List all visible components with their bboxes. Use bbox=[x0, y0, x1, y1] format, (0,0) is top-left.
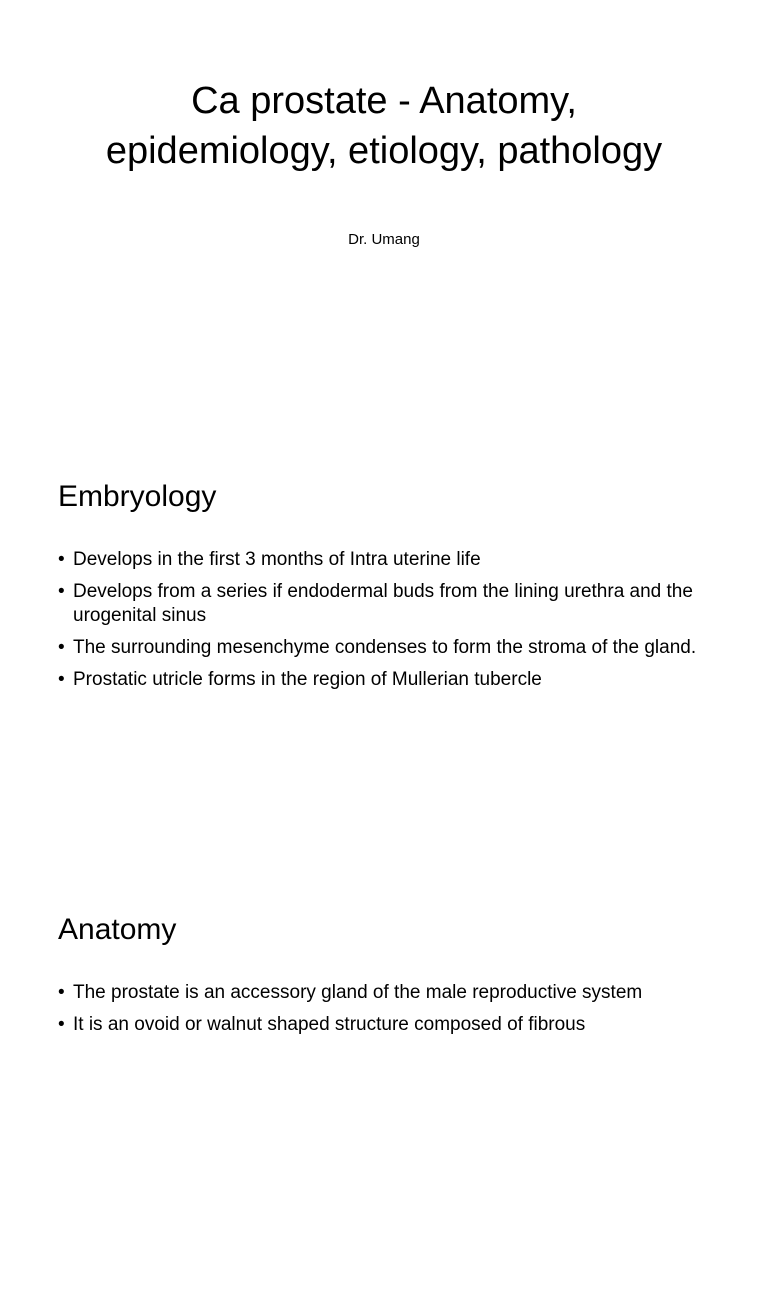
bullet-item bbox=[58, 636, 698, 660]
embryology-heading: Embryology bbox=[58, 480, 217, 513]
bullet-item bbox=[58, 548, 698, 572]
embryology-bullet-list bbox=[58, 548, 698, 700]
embryology-slide bbox=[0, 433, 768, 865]
title-slide bbox=[0, 0, 768, 432]
bullet-dot-icon: • bbox=[58, 637, 65, 658]
bullet-item bbox=[58, 580, 698, 628]
anatomy-bullet-list bbox=[58, 981, 698, 1045]
bullet-dot-icon: • bbox=[58, 581, 65, 602]
anatomy-slide bbox=[0, 866, 768, 1298]
bullet-item bbox=[58, 981, 698, 1005]
bullet-item bbox=[58, 1013, 698, 1037]
bullet-text: Develops from a series if endodermal buds from the lining urethra and the urogenital sinus bbox=[73, 581, 693, 626]
bullet-text: Develops in the first 3 months of Intra uterine life bbox=[73, 549, 481, 570]
anatomy-heading: Anatomy bbox=[58, 913, 177, 946]
bullet-text: The surrounding mesenchyme condenses to form the stroma of the gland. bbox=[73, 637, 697, 658]
bullet-dot-icon: • bbox=[58, 669, 65, 690]
bullet-item bbox=[58, 668, 698, 692]
presentation-author: Dr. Umang bbox=[348, 231, 420, 248]
presentation-title: Ca prostate - Anatomy, epidemiology, etiology, pathology bbox=[105, 80, 663, 172]
bullet-text: It is an ovoid or walnut shaped structure composed of fibrous bbox=[73, 1014, 586, 1035]
bullet-dot-icon: • bbox=[58, 982, 65, 1003]
bullet-dot-icon: • bbox=[58, 549, 65, 570]
bullet-text: Prostatic utricle forms in the region of Mullerian tubercle bbox=[73, 669, 542, 690]
bullet-dot-icon: • bbox=[58, 1014, 65, 1035]
bullet-text: The prostate is an accessory gland of the male reproductive system bbox=[73, 982, 643, 1003]
